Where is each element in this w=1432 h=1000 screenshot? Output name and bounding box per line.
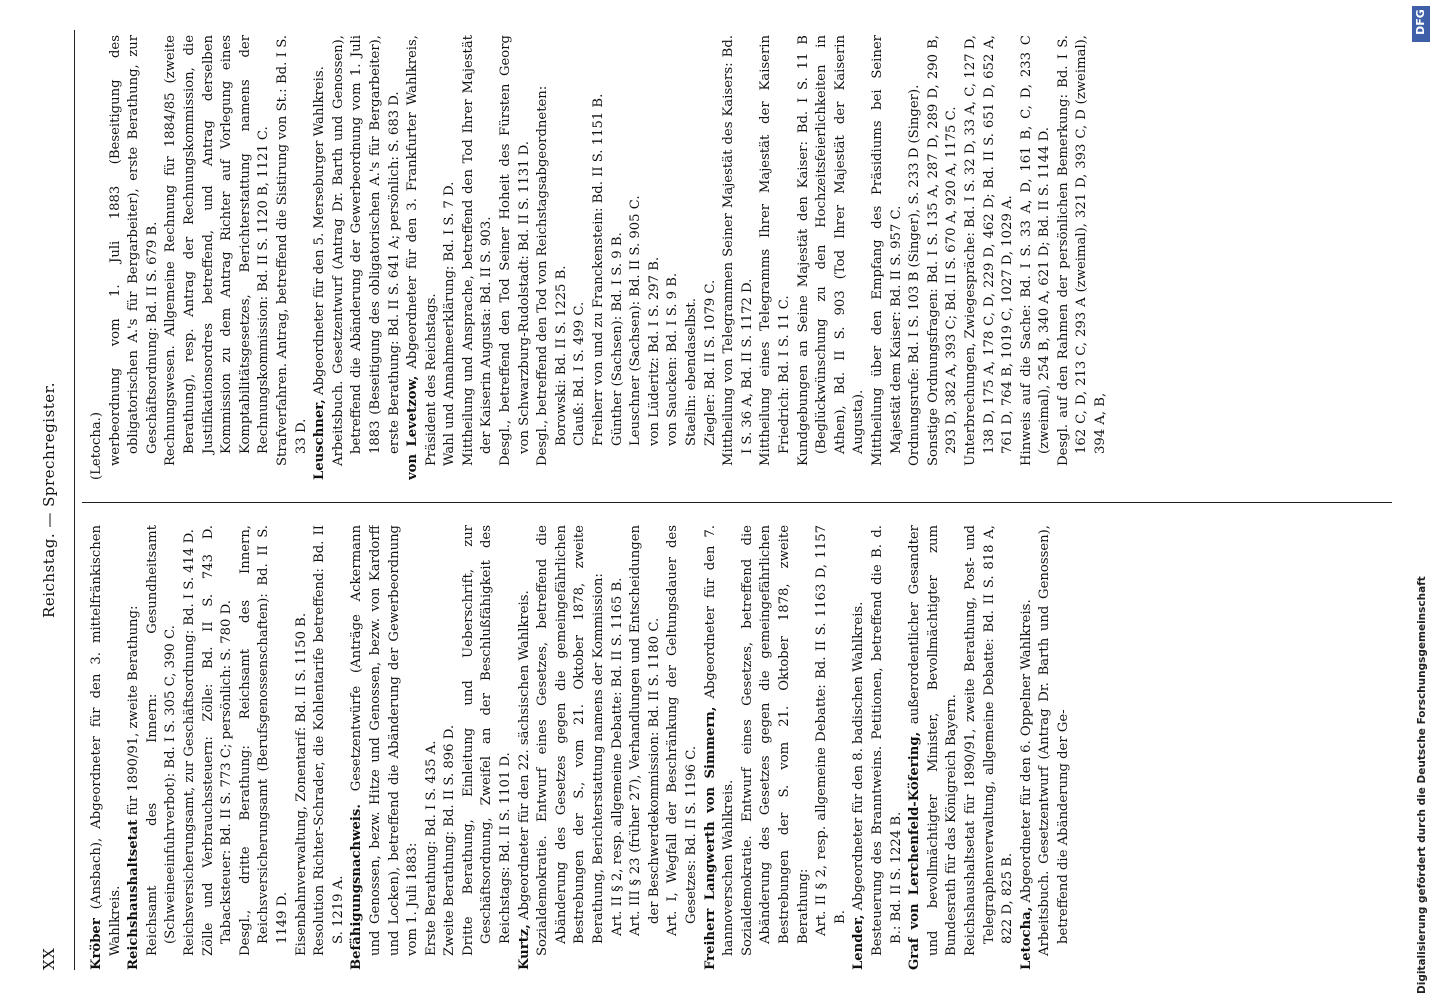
register-subentry: Eisenbahnverwaltung, Zonentarif: Bd. II S. 1150 B. — [293, 612, 309, 956]
header-rule — [74, 30, 75, 970]
register-subentry: Reichsamt des Innern: Gesundheitsamt (Schweineeinfuhrverbot): Bd. I S. 305 C, 390 C. — [144, 525, 179, 956]
side-caption-text: Digitalisierung gefördert durch die Deutsche Forschungsgemeinschaft — [1416, 576, 1428, 994]
register-subentry: Zölle und Verbrauchssteuern: Zölle: Bd. II S. 743 D. Tabacksteuer: Bd. II S. 773 C; persönlich: S. 780 D. — [200, 525, 235, 956]
right-column — [88, 35, 1388, 480]
register-subentry: Ziegler: Bd. II S. 1079 C. — [702, 279, 718, 446]
register-subentry: Freiherr von und zu Franckenstein: Bd. II S. 1151 B. — [591, 93, 607, 446]
register-entry — [125, 525, 144, 970]
register-entry — [850, 525, 869, 970]
register-subentry: Art. I, Wegfall der Beschränkung der Geltungsdauer des Gesetzes: Bd. II S. 1196 C. — [665, 525, 699, 936]
register-entry — [1018, 525, 1037, 970]
register-subentry: Günther (Sachsen): Bd. I S. 9 B. — [609, 232, 625, 446]
register-subentry: Borowski: Bd. II S. 1225 B. — [553, 265, 569, 446]
entry-text: Abgeordneter für den 22. sächsischen Wahlkreis. — [516, 590, 532, 925]
entry-text: Gesetzentwürfe (Anträge Ackermann und Genossen, bezw. Hitze und Genossen, bezw. von Kardorff und Locken), betreffend die Abänderung der Gewerbeordnung vom 1. Juli 1883: — [349, 525, 421, 956]
dfg-logo — [1412, 6, 1430, 42]
left-column — [88, 525, 1388, 970]
register-subentry: Desgl., betreffend den Tod Seiner Hoheit des Fürsten Georg von Schwarzburg-Rudolstadt: Bd. II S. 1131 D. — [498, 35, 532, 466]
register-entry — [906, 525, 962, 970]
entry-name: Lender, — [851, 914, 867, 970]
register-subentry: Besteuerung des Branntweins. Petitionen, betreffend die B. d. B.: Bd. II S. 1224 B. — [869, 525, 904, 956]
entry-name: Befähigungsnachweis. — [349, 804, 365, 970]
register-subentry: Arbeitsbuch. Gesetzentwurf (Antrag Dr. Barth und Genossen), betreffend die Abänderung der Gewerbeordnung vom 1. Juli 1883 (Beseitigung des obligatorischen A.'s für Bergarbeiter), erste Berathung: Bd. II S. 641 A; persönlich: S. 683 D. — [330, 35, 402, 466]
entry-text: für 1890/91, zweite Berathung: — [126, 605, 142, 820]
entry-name: Kröber — [89, 918, 104, 970]
entry-name: Reichshaushaltsetat — [126, 819, 142, 970]
register-subentry: Mittheilung eines Telegramms Ihrer Majestät der Kaiserin Friedrich: Bd. I S. 11 C. — [758, 35, 792, 466]
entry-text: Abgeordneter für den 7. hannoverschen Wahlkreis. — [702, 525, 737, 956]
register-subentry: werbeordnung vom 1. Juli 1883 (Beseitigung des obligatorischen A.'s für Bergarbeiter), erste Berathung, zur Geschäftsordnung: Bd. II S. 679 B. — [107, 35, 160, 466]
entry-name: Letocha, — [1018, 906, 1034, 970]
register-subentry: Rechnungswesen. Allgemeine Rechnung für 1884/85 (zweite Berathung), resp. Antrag der Rechnungskommission, die Justifikationsordres betreffend, und Antrag derselben Kommission zu dem Antrag Richter auf Vorlegung eines Komptabilitätsgesetzes, Berichterstattung namens der Rechnungskommission: Bd. II S. 1120 B, 1121 C. — [163, 35, 272, 466]
continued-entry-label: (Letocha.) — [89, 411, 104, 480]
register-subentry: Art. II § 2, resp. allgemeine Debatte: Bd. II S. 1163 D, 1157 B. — [814, 525, 848, 936]
register-entry — [516, 525, 535, 970]
entry-name: Kurtz, — [516, 924, 532, 970]
register-subentry: Strafverfahren. Antrag, betreffend die Sistirung von St.: Bd. I S. 33 D. — [274, 35, 309, 466]
entry-name: Freiherr Langwerth von Simmern, — [702, 706, 718, 970]
register-subentry: Mittheilung über den Empfang des Präsidiums bei Seiner Majestät dem Kaiser: Bd. II S. 957 C. — [869, 35, 904, 466]
register-subentry: Staelin: ebendaselbst. — [684, 298, 699, 446]
entry-name: von Levetzow, — [405, 375, 421, 480]
register-subentry: Resolution Richter-Schrader, die Kohlentarife betreffend: Bd. II S. 1219 A. — [312, 525, 346, 956]
register-subentry: Desgl. auf den Rahmen der persönlichen Bemerkung: Bd. I S. 162 C, D, 213 C, 293 A (zweimal), 321 D, 393 C, D (zweimal), 394 A, B, — [1055, 35, 1109, 466]
register-subentry: Dritte Berathung, Einleitung und Ueberschrift, zur Geschäftsordnung, Zweifel an der Beschlußfähigkeit des Reichstags: Bd. II S. 1101 D. — [460, 525, 514, 956]
register-subentry: Art. III § 23 (früher 27), Verhandlungen und Entscheidungen der Beschwerdekommission: Bd. II S. 1180 C. — [628, 525, 662, 936]
entry-text: Abgeordneter für den 8. badischen Wahlkreis. — [851, 601, 867, 915]
register-subentry: Erste Berathung: Bd. I S. 435 A. — [423, 740, 439, 956]
side-caption — [1412, 6, 1432, 994]
entry-text: außerordentlicher Gesandter und bevollmächtigter Minister, Bevollmächtigter zum Bundesrath für das Königreich Bayern. — [907, 525, 960, 956]
register-subentry: Sozialdemokratie. Entwurf eines Gesetzes, betreffend die Abänderung des Gesetzes gegen die gemeingefährlichen Bestrebungen der S., vom 21. Oktober 1878, zweite Berathung, Berichterstattung namens der Kommission: — [535, 525, 607, 956]
register-entry — [404, 35, 441, 480]
entry-text: Abgeordneter für den 5. Merseburger Wahlkreis. — [312, 66, 328, 400]
page-title: Reichstag. — Sprechregister. — [40, 382, 58, 618]
register-subentry: Sonstige Ordnungsfragen: Bd. I S. 135 A, 287 D, 289 D, 290 B, 293 D, 382 A, 393 C; Bd. II S. 670 A, 920 A, 1175 C. — [925, 35, 960, 466]
register-entry — [702, 525, 739, 970]
dfg-logo-text: DFG — [1414, 9, 1427, 35]
register-entry — [311, 35, 330, 480]
entry-text: (Ansbach), Abgeordneter für den 3. mittelfränkischen Wahlkreis. — [89, 525, 123, 956]
register-subentry: von Lüderitz: Bd. I S. 297 B. — [646, 256, 662, 446]
register-subentry: Sozialdemokratie. Entwurf eines Gesetzes, betreffend die Abänderung des Gesetzes gegen die gemeingefährlichen Bestrebungen der S. vom 21. Oktober 1878, zweite Berathung: — [739, 525, 811, 956]
page-header — [40, 30, 66, 970]
register-subentry: Ordnungsrufe: Bd. I S. 103 B (Singer), S. 233 D (Singer). — [907, 84, 923, 466]
register-subentry: Clauß: Bd. I S. 499 C. — [572, 301, 588, 446]
register-subentry: Wahl und Annahmeerklärung: Bd. I S. 7 D. — [442, 181, 458, 466]
entry-text: Abgeordneter für den 6. Oppelner Wahlkreis. — [1018, 599, 1034, 907]
register-subentry: Desgl., dritte Berathung: Reichsamt des Innern, Reichsversicherungsamt (Berufsgenossenschaften): Bd. II S. 1149 D. — [237, 525, 290, 956]
entry-name: Leuschner, — [312, 399, 328, 480]
register-subentry: Mittheilung von Telegrammen Seiner Majestät des Kaisers: Bd. I S. 36 A, Bd. II S. 1172 D. — [721, 35, 755, 466]
register-subentry: Hinweis auf die Sache: Bd. I S. 33 A, D, 161 B, C, D, 233 C (zweimal), 254 B, 340 A, 621 D; Bd. II S. 1144 D. — [1018, 35, 1053, 466]
register-subentry: Unterbrechungen, Zwiegespräche: Bd. I S. 32 D, 33 A, C, 127 D, 138 D, 175 A, 178 C, D, 229 D, 462 D; Bd. II S. 651 D, 652 A, 761 D, 764 B, 1019 C, 1027 D, 1029 A. — [962, 35, 1016, 466]
register-subentry: Mittheilung und Ansprache, betreffend den Tod Ihrer Majestät der Kaiserin Augusta: Bd. II S. 903. — [460, 35, 495, 466]
register-entry — [348, 525, 422, 970]
register-subentry: Desgl., betreffend den Tod von Reichstagsabgeordneten: — [535, 85, 551, 466]
register-entry — [88, 525, 125, 970]
entry-text: Abgeordneter für den 3. Frankfurter Wahlkreis, Präsident des Reichstags. — [405, 35, 439, 466]
entry-name: Graf von Lerchenfeld-Köfering, — [907, 731, 923, 970]
register-subentry: Zweite Berathung: Bd. II S. 896 D. — [442, 724, 458, 956]
register-subentry: Reichshaushaltsetat für 1890/91, zweite Berathung, Post- und Telegraphenverwaltung, allgemeine Debatte: Bd. II S. 818 A, 822 D, 825 B. — [962, 525, 1016, 956]
register-subentry: Leuschner (Sachsen): Bd. II S. 905 C. — [628, 195, 644, 446]
register-subentry: Kundgebungen an Seine Majestät den Kaiser: Bd. I S. 11 B (Beglückwünschung zu den Hochzeitsfeierlichkeiten in Athen), Bd. II S. 903 (Tod Ihrer Majestät der Kaiserin Augusta). — [795, 35, 867, 466]
register-subentry: Reichsversicherungsamt, zur Geschäftsordnung: Bd. I S. 414 D. — [181, 529, 197, 956]
register-subentry: von Saucken: Bd. I S. 9 B. — [665, 272, 681, 446]
register-subentry: Art. II § 2, resp. allgemeine Debatte: Bd. II S. 1165 B. — [609, 577, 625, 936]
page-number: XX — [40, 947, 58, 970]
column-separator — [82, 502, 1392, 503]
register-subentry: Arbeitsbuch. Gesetzentwurf (Antrag Dr. Barth und Genossen), betreffend die Abänderung der Ge- — [1037, 525, 1071, 956]
